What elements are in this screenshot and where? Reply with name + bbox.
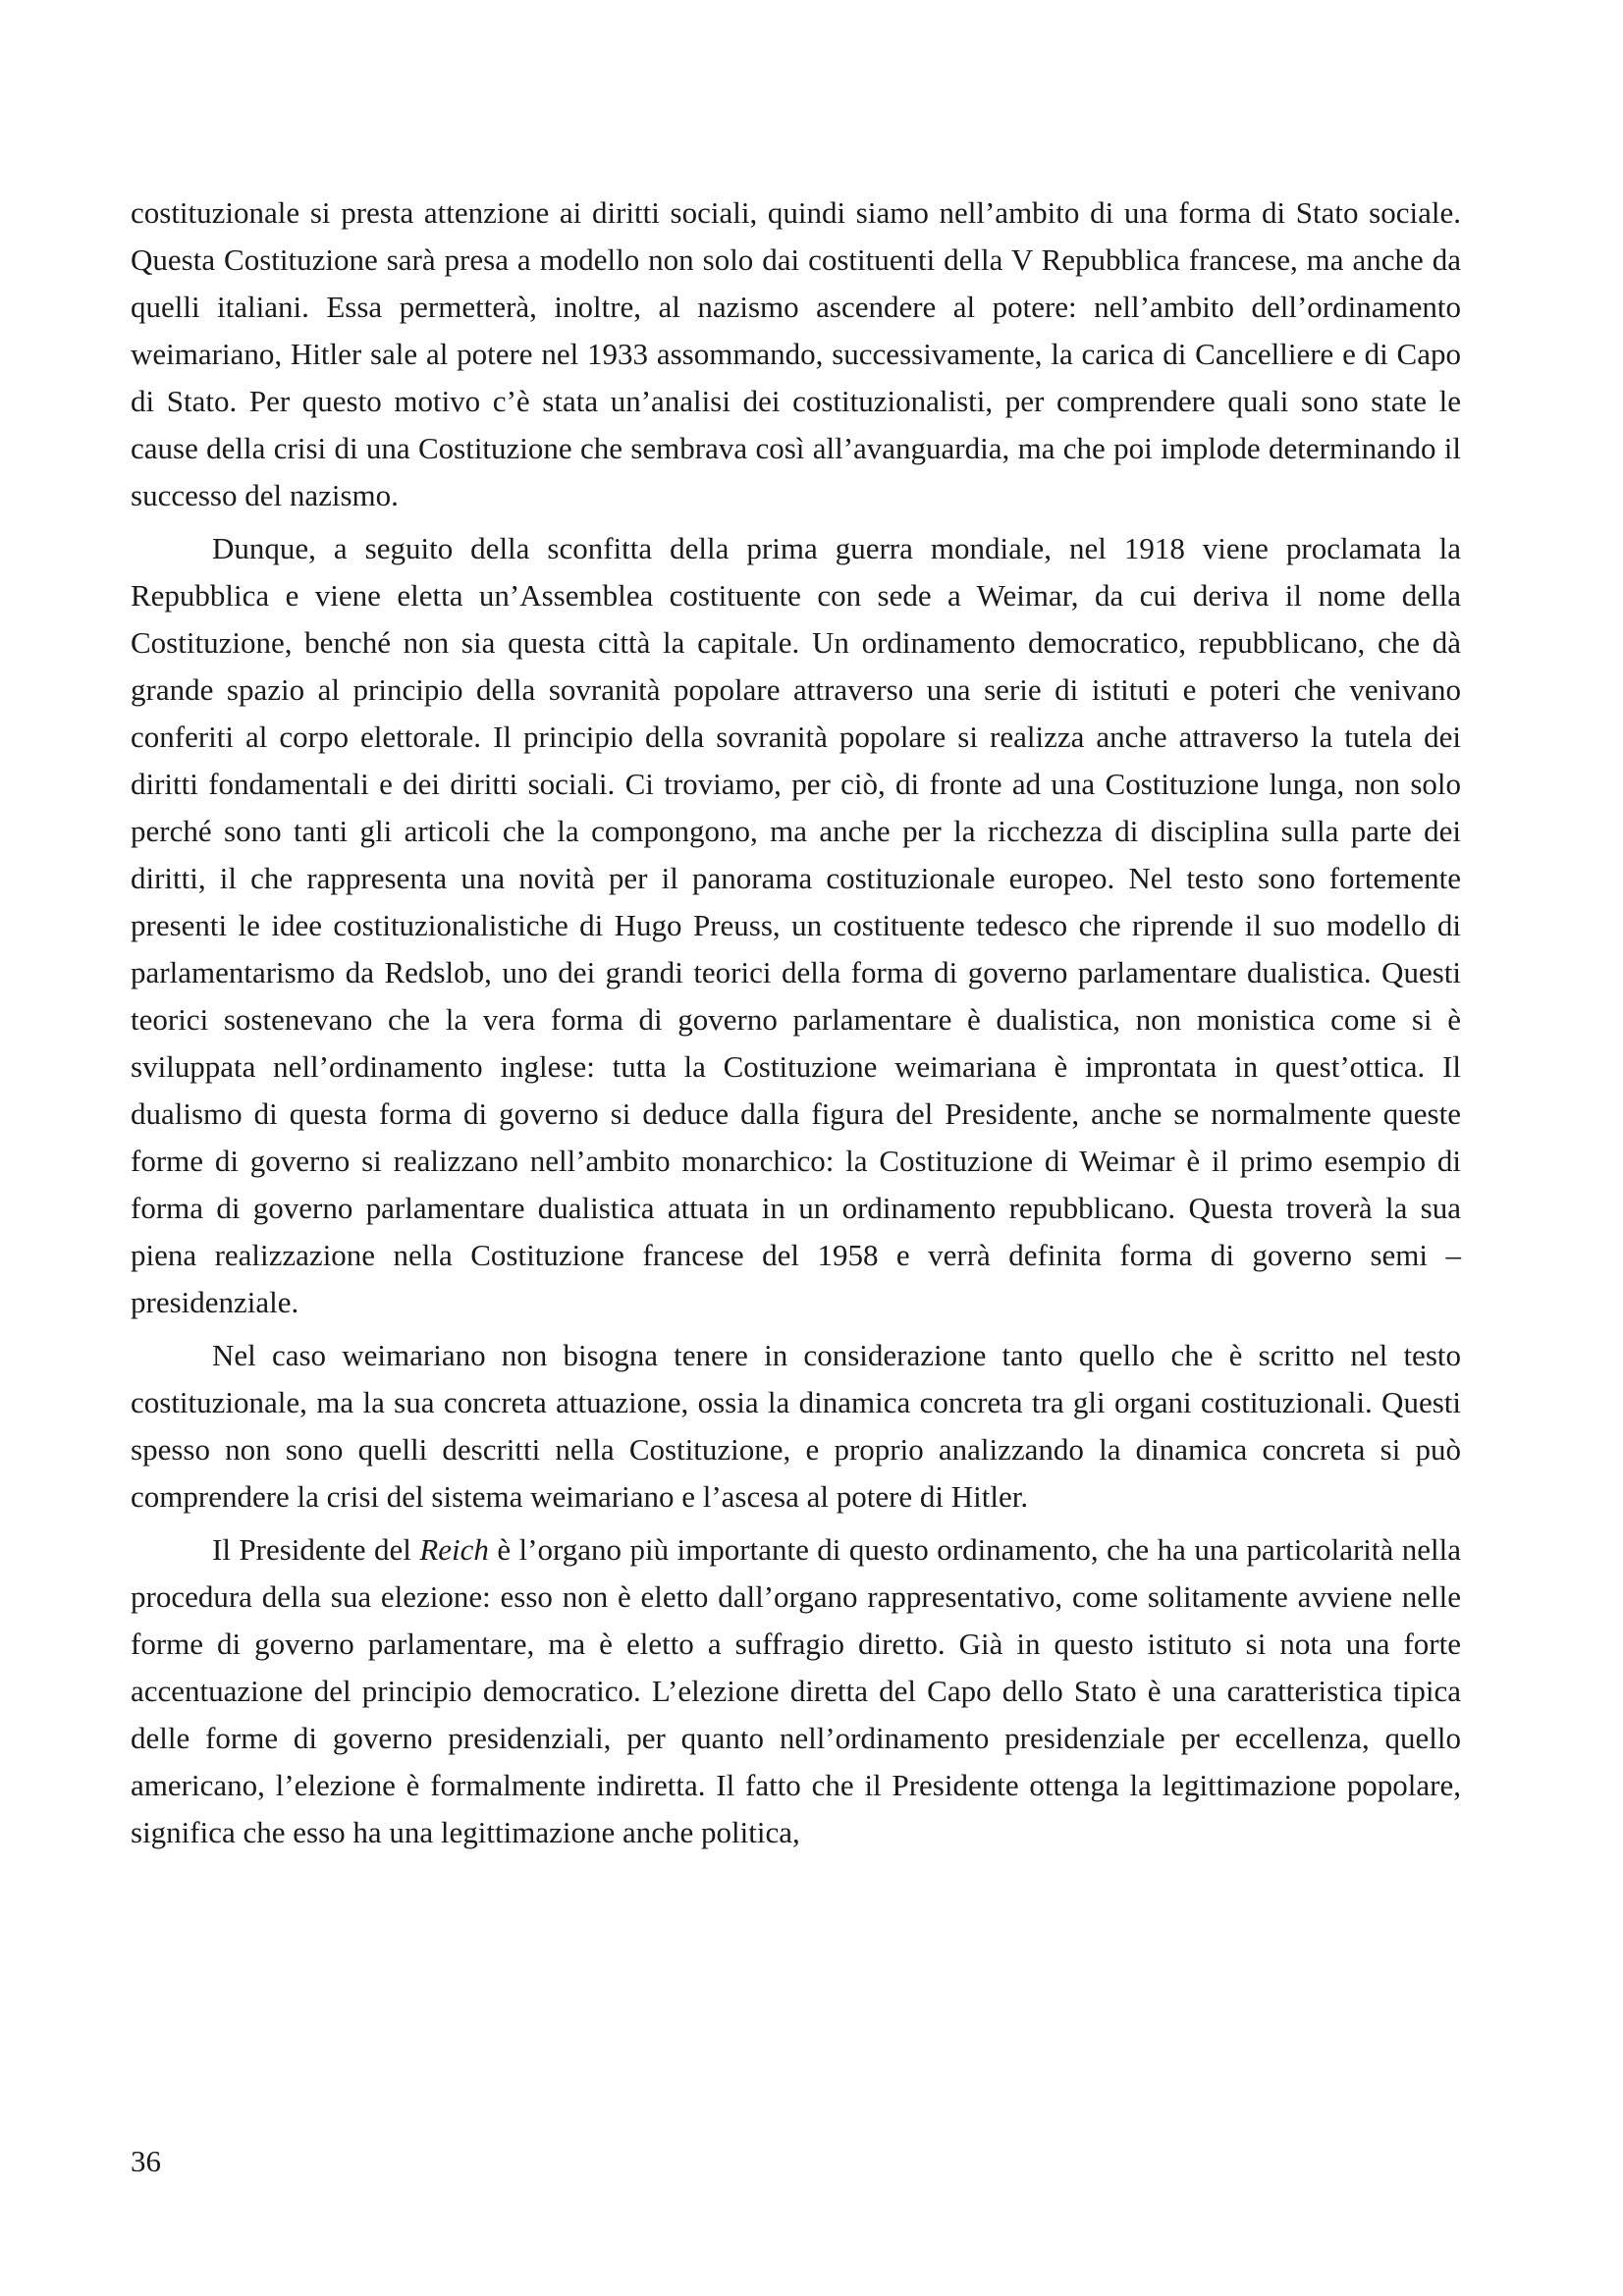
paragraph-4-rest: è l’organo più importante di questo ordinamento, che ha una particolarità nella procedura della sua elezione: esso non è eletto dall’organo rappresentativo, come solitamente avviene nelle forme di governo parlamentare, ma è eletto a suffragio diretto. Già in questo istituto si nota una forte accentuazione del principio democratico. L’elezione diretta del Capo dello Stato è una caratteristica tipica delle forme di governo presidenziali, per quanto nell’ordinamento presidenziale per eccellenza, quello americano, l’elezione è formalmente indiretta. Il fatto che il Presidente ottenga la legittimazione popolare, significa che esso ha una legittimazione anche politica, xyxy=(131,1532,1461,1849)
body-text xyxy=(131,189,1461,1862)
paragraph-4 xyxy=(131,1526,1461,1856)
paragraph-3: Nel caso weimariano non bisogna tenere in considerazione tanto quello che è scritto nel testo costituzionale, ma la sua concreta attuazione, ossia la dinamica concreta tra gli organi costituzionali. Questi spesso non sono quelli descritti nella Costituzione, e proprio analizzando la dinamica concreta si può comprendere la crisi del sistema weimariano e l’ascesa al potere di Hitler. xyxy=(131,1338,1461,1514)
paragraph-2: Dunque, a seguito della sconfitta della prima guerra mondiale, nel 1918 viene proclamata la Repubblica e viene eletta un’Assemblea costituente con sede a Weimar, da cui deriva il nome della Costituzione, benché non sia questa città la capitale. Un ordinamento democratico, repubblicano, che dà grande spazio al principio della sovranità popolare attraverso una serie di istituti e poteri che venivano conferiti al corpo elettorale. Il principio della sovranità popolare si realizza anche attraverso la tutela dei diritti fondamentali e dei diritti sociali. Ci troviamo, per ciò, di fronte ad una Costituzione lunga, non solo perché sono tanti gli articoli che la compongono, ma anche per la ricchezza di disciplina sulla parte dei diritti, il che rappresenta una novità per il panorama costituzionale europeo. Nel testo sono fortemente presenti le idee costituzionalistiche di Hugo Preuss, un costituente tedesco che riprende il suo modello di parlamentarismo da Redslob, uno dei grandi teorici della forma di governo parlamentare dualistica. Questi teorici sostenevano che la vera forma di governo parlamentare è dualistica, non monistica come si è sviluppata nell’ordinamento inglese: tutta la Costituzione weimariana è improntata in quest’ottica. Il dualismo di questa forma di governo si deduce dalla figura del Presidente, anche se normalmente queste forme di governo si realizzano nell’ambito monarchico: la Costituzione di Weimar è il primo esempio di forma di governo parlamentare dualistica attuata in un ordinamento repubblicano. Questa troverà la sua piena realizzazione nella Costituzione francese del 1958 e verrà definita forma di governo semi – presidenziale. xyxy=(131,531,1461,1319)
page-number: 36 xyxy=(131,2144,161,2178)
paragraph-1: costituzionale si presta attenzione ai diritti sociali, quindi siamo nell’ambito di una forma di Stato sociale. Questa Costituzione sarà presa a modello non solo dai costituenti della V Repubblica francese, ma anche da quelli italiani. Essa permetterà, inoltre, al nazismo ascendere al potere: nell’ambito dell’ordinamento weimariano, Hitler sale al potere nel 1933 assommando, successivamente, la carica di Cancelliere e di Capo di Stato. Per questo motivo c’è stata un’analisi dei costituzionalisti, per comprendere quali sono state le cause della crisi di una Costituzione che sembrava così all’avanguardia, ma che poi implode determinando il successo del nazismo. xyxy=(131,195,1461,512)
reich-italic: Reich xyxy=(419,1532,489,1567)
paragraph-4-start: Il Presidente del xyxy=(212,1532,420,1567)
